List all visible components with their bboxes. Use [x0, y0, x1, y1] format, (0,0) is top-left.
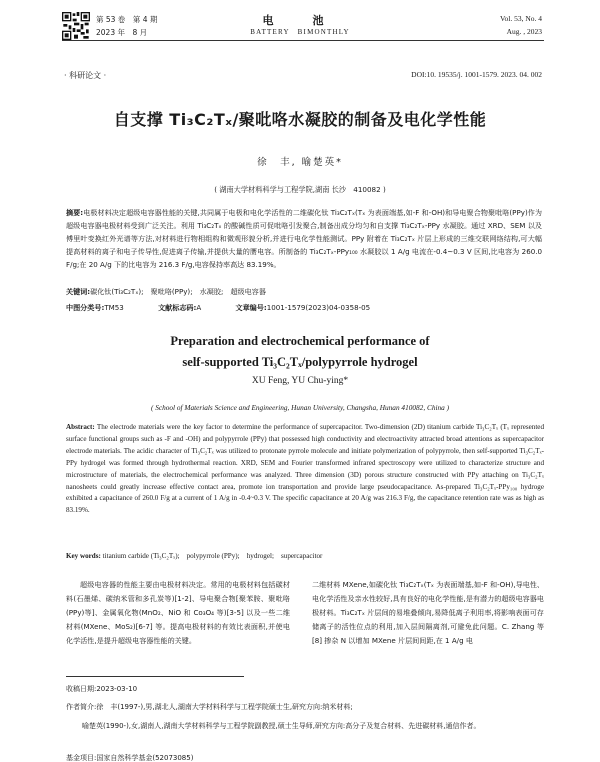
classification-line	[66, 303, 542, 313]
journal-name-en: BATTERY BIMONTHLY	[250, 28, 350, 36]
abstract-en	[66, 422, 544, 517]
affiliation-en: ( School of Materials Science and Engineering, Hunan University, Changsha, Hunan 410082, China )	[150, 403, 450, 412]
header-volume-issue-en: Vol. 53, No. 4	[500, 14, 542, 23]
keywords-cn-label: 关键词:	[66, 287, 91, 296]
abstract-en-label: Abstract:	[66, 423, 95, 431]
footnote-received: 收稿日期:2023-03-10	[66, 685, 138, 693]
paper-title-en-line2: self-supported Ti₃C₂Tₓ/polypyrrole hydrogel	[182, 355, 418, 369]
body-column-left: 超级电容器的性能主要由电极材料决定。常用的电极材料包括碳材料(石墨烯、碳纳米管和多孔炭等)[1-2]、导电聚合物[聚苯胺、聚吡咯(PPy)等]、金属氧化物(MnO₂、NiO 和 Co₃O₄ 等)[3-5] 以及一些二维材料(MXene、MoS₂)[6-7] 等。提高电极材料的有效比表面积,并使电化学活性,是提升超级电容器性能的关键。	[66, 580, 290, 645]
header-date: 2023 年 8 月	[96, 28, 148, 37]
doc-code-label: 文献标志码:	[158, 303, 197, 312]
body-column-right: 二维材料 MXene,如碳化钛 Ti₃C₂Tₓ(Tₓ 为表面端基,如-F 和-OH),导电性、电化学活性及亲水性较好,具有良好的电化学性能,是有潜力的超级电容器电极材料。Ti₃C₂Tₓ 片层间的易堆叠倾向,易降低离子利用率,将影响表面可存储离子的活性位点的利用,加入层间隔离剂,可避免此问题。C. Zhang 等[8] 掺杂 N 以增加 MXene 片层间间距,在 1 A/g 电	[312, 580, 544, 645]
authors-en: XU Feng, YU Chu-ying*	[251, 376, 349, 386]
paper-title-cn: 自支撑 Ti₃C₂Tₓ/聚吡咯水凝胶的制备及电化学性能	[113, 110, 487, 129]
footnote-divider	[66, 676, 244, 677]
header-date-en: Aug. , 2023	[506, 27, 542, 36]
paper-title-en-line1: Preparation and electrochemical performance of	[170, 334, 430, 348]
header-volume-issue: 第 53 卷 第 4 期	[96, 15, 158, 24]
journal-name-cn: 电 池	[262, 14, 338, 27]
keywords-en	[66, 551, 544, 561]
abstract-en-text: The electrode materials were the key factor to determine the performance of supercapacitor. Two-dimension (2D) titanium carbide Ti₃C₂Tₓ (Tₓ represented surface functional groups such as -F and -OH) and polypyrrole (PPy) that possessed high conductivity and electroactivity attracted broad attentions as supercapacitor electrode materials. The acidic character of Ti₃C₂Tₓ was utilized to protonate pyrrole molecule and initiate polymerization of polypyrrole, then self-supported Ti₃C₂Tₓ-PPy hydrogel was formed through hydrothermal reaction. XRD, SEM and Fourier transformed infrared spectroscopy were utilized to characterize structure and microstructure of materials, the electrochemical performance was analyzed. Three dimension (3D) porous structure constructed with PPy attaching on Ti₃C₂Tₓ nanosheets could greatly increase effective contact area, promote ion transportation and provide large pseudocapacitance. As-prepared Ti₃C₂Tₓ-PPy₁₀₀ hydroge exhibited a capacitance of 260.0 F/g at a current of 1 A/g in -0.4~0.3 V. The specific capacitance at 20 A/g was 216.3 F/g, the capacitance retention rate was as high as 83.19%.	[66, 423, 544, 515]
keywords-en-text: titanium carbide (Ti₃C₂Tₓ); polypyrrole (PPy); hydrogel; supercapacitor	[102, 552, 323, 560]
article-no-label: 文章编号:	[235, 303, 267, 312]
footnote-author-bio-1: 作者简介:徐 丰(1997-),男,湖北人,湖南大学材料科学与工程学院硕士生,研究方向:纳米材料;	[66, 703, 353, 711]
clc-value: TM53	[104, 303, 124, 312]
doc-code-value: A	[196, 303, 202, 312]
article-no-value: 1001-1579(2023)04-0358-05	[266, 303, 371, 312]
footnote-fund: 基金项目:国家自然科学基金(52073085)	[66, 754, 194, 762]
header-divider	[62, 40, 544, 41]
doi: DOI:10. 19535/j. 1001-1579. 2023. 04. 002	[411, 70, 542, 79]
section-tag: · 科研论文 ·	[64, 71, 107, 80]
clc-label: 中图分类号:	[66, 303, 105, 312]
keywords-cn	[66, 287, 542, 297]
abstract-cn-text: 电极材料决定超级电容器性能的关键,共同属于电极和电化学活性的二维碳化钛 Ti₃C₂Tₓ(Tₓ 为表面端基,如-F 和-OH)和导电聚合物聚吡咯(PPy)作为超级电容器电极材料受到广泛关注。利用 Ti₃C₂Tₓ 的酸碱性质可促吡咯引发聚合,制备出成分均匀和自支撑 Ti₃C₂Tₓ-PPy 水凝胶。通过 XRD、SEM 以及傅里叶变换红外光谱等方法,对材料进行物相组构和微观形貌分析,并进行电化学性能测试。PPy 附着在 Ti₃C₂Tₓ 片层上形成的三维交联网络结构,可大幅提高材料的离子和电子传导性,促进离子传输,并提供大量的赝电容。所制备的 Ti₃C₂Tₓ-PPy₁₀₀ 水凝胶以 1 A/g 电流在-0.4~0.3 V 区间,比电容为 260.0 F/g;在 20 A/g 下的比电容为 216.3 F/g,电容保持率高达 83.19%。	[66, 208, 542, 269]
abstract-cn-label: 摘要:	[66, 208, 84, 217]
footnote-author-bio-2: 喻楚英(1990-),女,湖南人,湖南大学材料科学与工程学院副教授,硕士生导师,研究方向:高分子及复合材料、先进碳材料,通信作者。	[82, 722, 481, 730]
affiliation-cn: ( 湖南大学材料科学与工程学院,湖南 长沙 410082 )	[214, 185, 386, 194]
paper-title-en	[0, 331, 600, 373]
authors-cn: 徐 丰, 喻楚英*	[257, 157, 343, 168]
abstract-cn	[66, 206, 542, 271]
keywords-en-label: Key words:	[66, 552, 101, 560]
keywords-cn-text: 碳化钛(Ti₃C₂Tₓ); 聚吡咯(PPy); 水凝胶; 超级电容器	[90, 287, 266, 296]
